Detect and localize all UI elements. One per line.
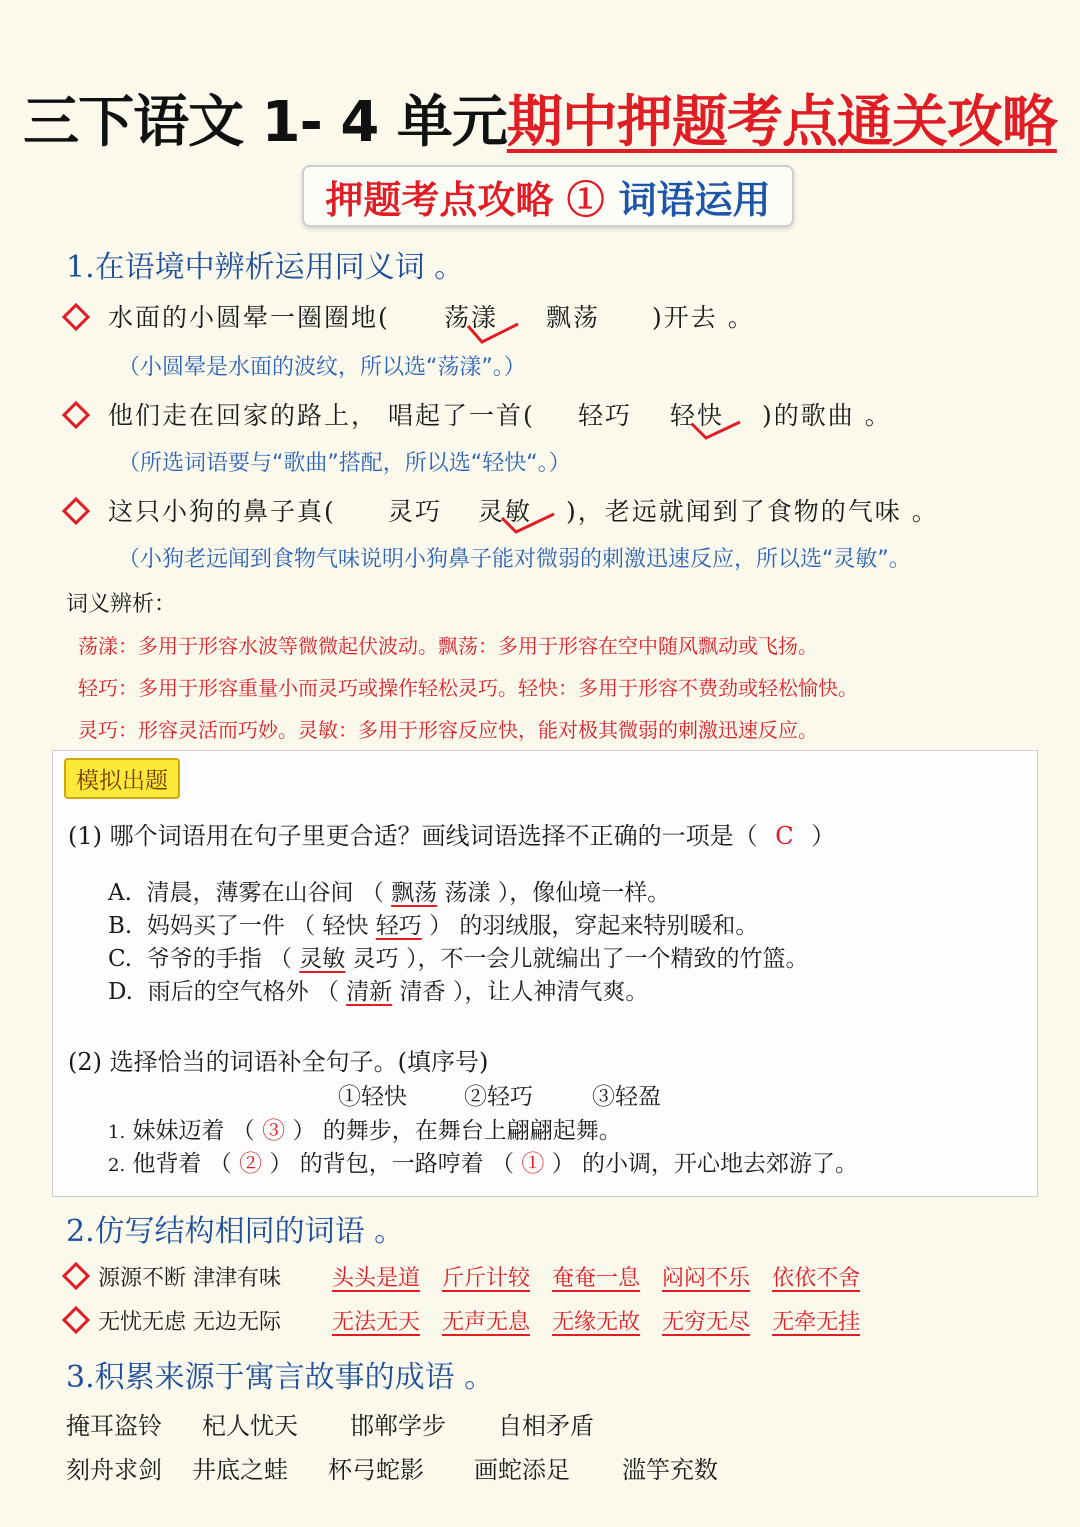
question-1-answer: C <box>775 822 794 850</box>
pattern-answers-1: 头头是道 斤斤计较 奄奄一息 闷闷不乐 依依不舍 <box>332 1266 861 1291</box>
sentence-1-opt2: 飘荡 <box>546 303 601 332</box>
subtitle-blue: 词语运用 <box>618 176 771 222</box>
diamond-icon <box>62 400 90 428</box>
sentence-1: 水面的小圆晕一圈圈地( <box>66 298 390 334</box>
sentence-2-opt1: 轻巧 <box>578 401 633 430</box>
idiom: 画蛇添足 <box>474 1456 570 1484</box>
diamond-icon <box>62 496 90 524</box>
hint-1: （小圆晕是水面的波纹，所以选“荡漾”。） <box>118 355 526 380</box>
analysis-line-1: 荡漾：多用于形容水波等微微起伏波动。飘荡：多用于形容在空中随风飘动或飞扬。 <box>78 634 818 658</box>
subtitle-box <box>302 165 794 227</box>
sentence-2: 他们走在回家的路上， 唱起了一首( <box>66 396 535 432</box>
hint-2: （所选词语要与“歌曲”搭配，所以选“轻快“。） <box>118 451 571 476</box>
check-mark-icon <box>500 512 556 538</box>
analysis-line-3: 灵巧：形容灵活而巧妙。灵敏：多用于形容反应快，能对极其微弱的刺激迅速反应。 <box>78 718 818 742</box>
fill-sentence-2: 2. 他背着 （ ② ） 的背包，一路哼着 （ ① ） 的小调，开心地去郊游了。 <box>108 1151 858 1177</box>
hint-3: （小狗老远闻到食物气味说明小狗鼻子能对微弱的刺激迅速反应，所以选“灵敏”。 <box>118 547 911 572</box>
pattern-row-2: 无忧无虑 无边无际 <box>66 1305 281 1336</box>
idiom: 井底之蛙 <box>192 1456 288 1484</box>
sentence-2-after: )的歌曲 。 <box>762 401 892 430</box>
idiom: 杞人忧天 <box>202 1412 298 1440</box>
diamond-icon <box>62 302 90 330</box>
diamond-icon <box>62 1262 90 1290</box>
idiom: 掩耳盗铃 <box>66 1412 162 1440</box>
title-black: 三下语文 1- 4 单元 <box>23 90 507 155</box>
sentence-1-after: )开去 。 <box>652 303 755 332</box>
sentence-3-opt2: 灵敏 <box>478 497 533 526</box>
choice-3: ③轻盈 <box>592 1084 661 1110</box>
choice-1: ①轻快 <box>338 1084 407 1110</box>
title-red: 期中押题考点通关攻略 <box>506 90 1057 155</box>
option-b: B. 妈妈买了一件 （ 轻快 轻巧 ） 的羽绒服，穿起来特别暖和。 <box>108 913 759 939</box>
sentence-2-opt2: 轻快 <box>670 401 725 430</box>
option-a: A. 清晨，薄雾在山谷间 （ 飘荡 荡漾 ），像仙境一样。 <box>108 880 671 906</box>
pattern-row-1: 源源不断 津津有味 <box>66 1261 281 1292</box>
sentence-3-opt1: 灵巧 <box>388 497 443 526</box>
idiom: 杯弓蛇影 <box>328 1456 424 1484</box>
section3-title: 3.积累来源于寓言故事的成语 。 <box>66 1360 495 1395</box>
question-2: (2) 选择恰当的词语补全句子。(填序号) <box>68 1048 489 1076</box>
idiom: 邯郸学步 <box>350 1412 446 1440</box>
section2-title: 2.仿写结构相同的词语 。 <box>66 1214 405 1249</box>
mock-exam-tag: 模拟出题 <box>64 758 180 799</box>
sentence-1-opt1: 荡漾 <box>444 303 499 332</box>
option-d: D. 雨后的空气格外 （ 清新 清香 ），让人神清气爽。 <box>108 979 649 1005</box>
sentence-3-after: )，老远就闻到了食物的气味 。 <box>566 497 939 526</box>
pattern-answers-2: 无法无天 无声无息 无缘无故 无穷无尽 无牵无挂 <box>332 1310 861 1335</box>
analysis-label: 词义辨析： <box>66 592 177 617</box>
choice-2: ②轻巧 <box>464 1084 533 1110</box>
sentence-3: 这只小狗的鼻子真( <box>66 492 336 528</box>
option-c: C. 爷爷的手指 （ 灵敏 灵巧 ），不一会儿就编出了一个精致的竹篮。 <box>108 946 809 972</box>
analysis-line-2: 轻巧：多用于形容重量小而灵巧或操作轻松灵巧。轻快：多用于形容不费劲或轻松愉快。 <box>78 676 858 700</box>
check-mark-icon <box>690 418 742 444</box>
idiom: 刻舟求剑 <box>66 1456 162 1484</box>
check-mark-icon <box>466 320 520 348</box>
question-1: (1) 哪个词语用在句子里更合适？画线词语选择不正确的一项是（ C ） <box>68 822 836 850</box>
fill-sentence-1: 1. 妹妹迈着 （ ③ ） 的舞步，在舞台上翩翩起舞。 <box>108 1118 622 1144</box>
idiom: 自相矛盾 <box>498 1412 594 1440</box>
subtitle-red: 押题考点攻略 ① <box>325 176 605 222</box>
page-title <box>0 78 1080 158</box>
diamond-icon <box>62 1306 90 1334</box>
section1-title: 1.在语境中辨析运用同义词 。 <box>66 250 465 285</box>
idiom: 滥竽充数 <box>622 1456 718 1484</box>
